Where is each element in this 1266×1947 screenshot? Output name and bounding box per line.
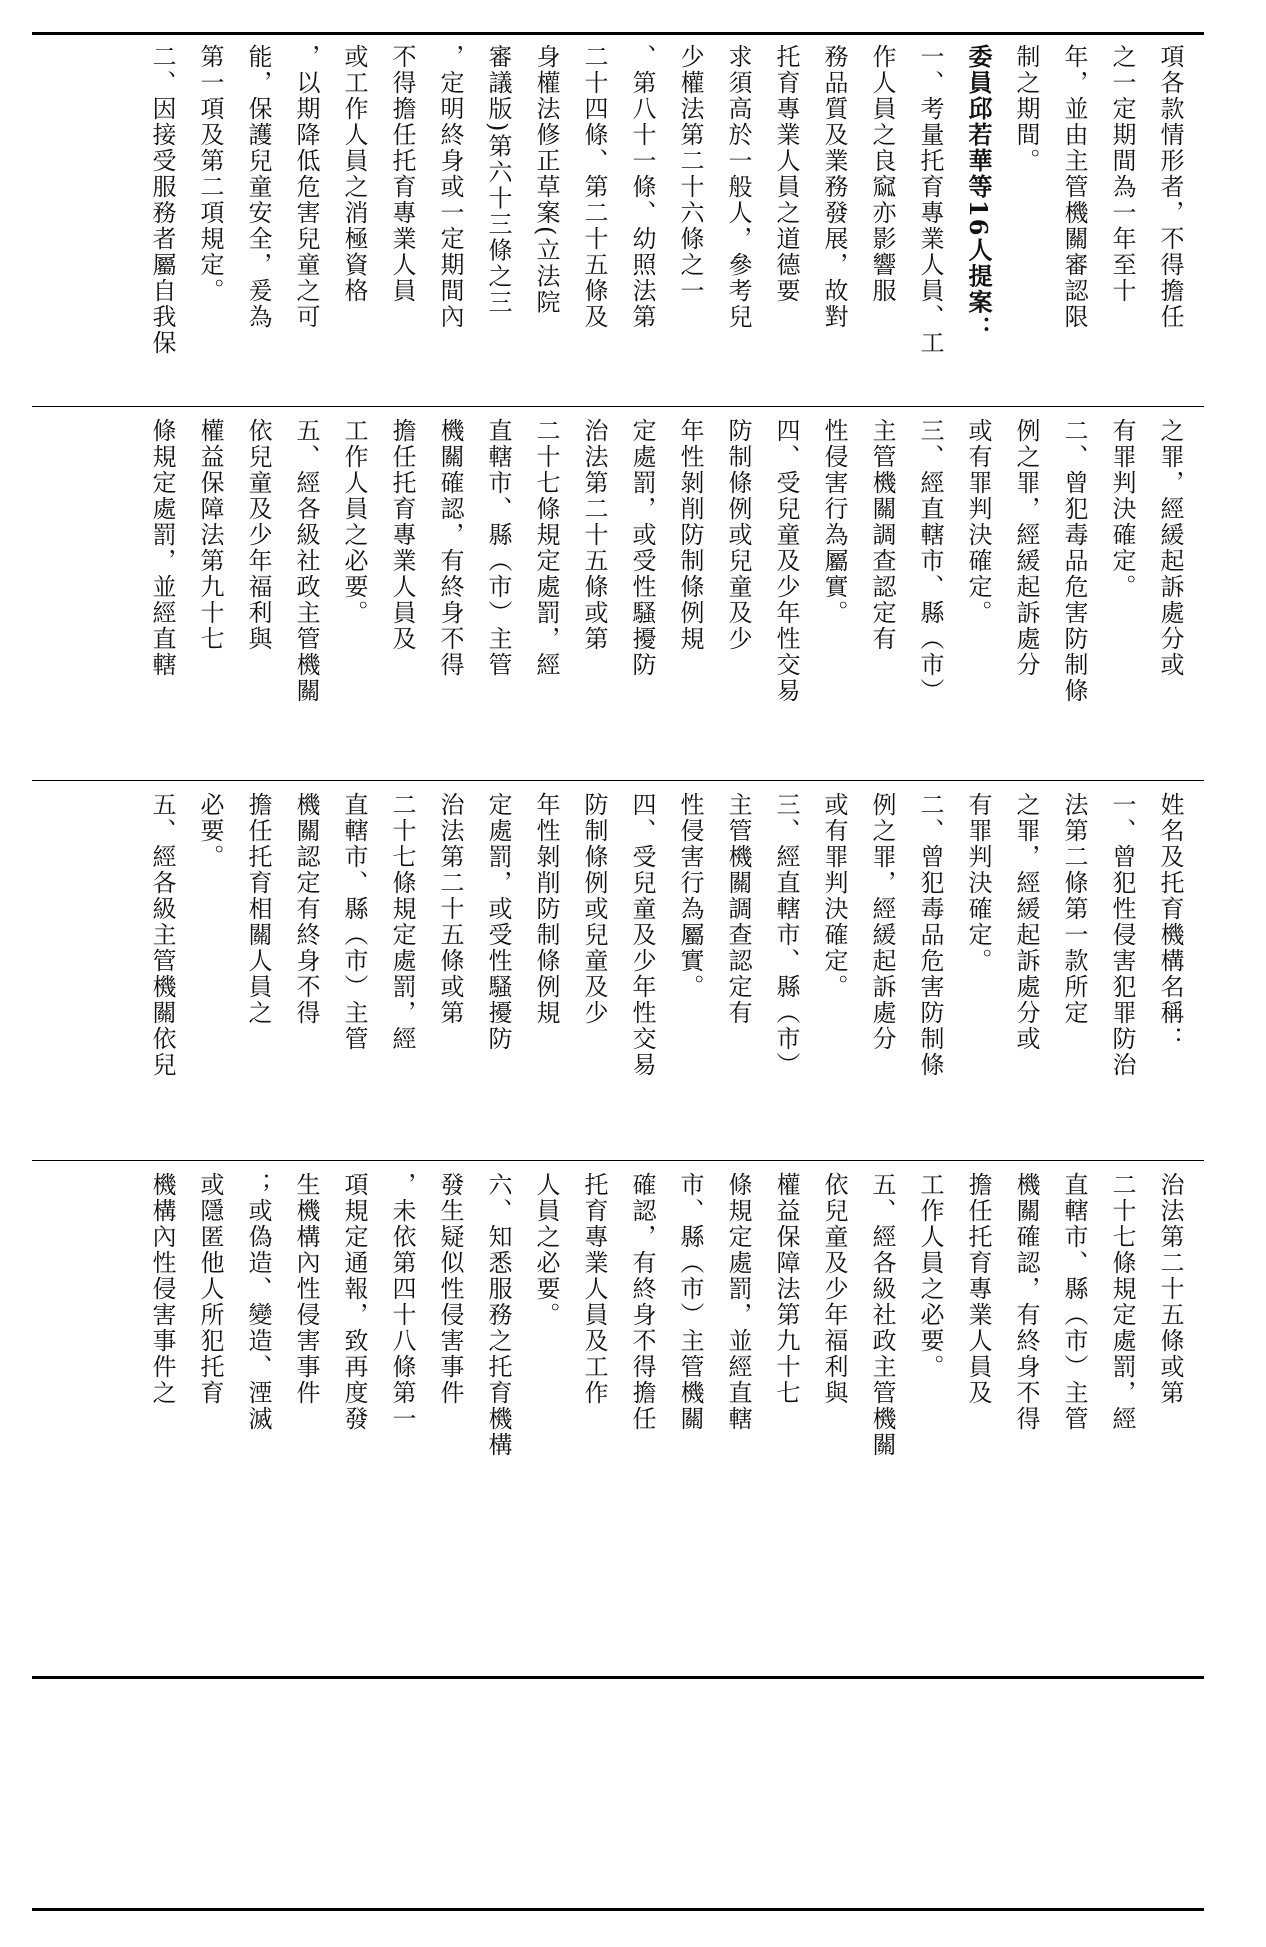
text-line: 年，並由主管機關審認限	[1060, 44, 1088, 330]
text-line: 務品質及業務發展，故對	[820, 44, 848, 330]
text-line: 二十七條規定處罰，經	[1108, 1172, 1136, 1432]
text-line: 定處罰，或受性騷擾防	[628, 418, 656, 678]
text-line: 有罪判決確定。	[964, 792, 992, 974]
text-line: 托育專業人員及工作	[580, 1172, 608, 1406]
text-line: 二十四條、第二十五條及	[580, 44, 608, 330]
text-line: 二、因接受服務者屬自我保	[148, 44, 176, 356]
third-row-cell	[44, 792, 1194, 1154]
text-line: 六、知悉服務之托育機構	[484, 1172, 512, 1458]
text-line: 法第二條第一款所定	[1060, 792, 1088, 1026]
text-line: 依兒童及少年福利與	[244, 418, 272, 652]
text-line: 二十七條規定處罰，經	[388, 792, 416, 1052]
text-line: ，未依第四十八條第一	[388, 1172, 416, 1432]
text-line: 機關確認，有終身不得	[1012, 1172, 1040, 1432]
text-line: 防制條例或兒童及少	[580, 792, 608, 1026]
text-line: 之一定期間為一年至十	[1108, 44, 1136, 304]
text-line: 例之罪，經緩起訴處分	[868, 792, 896, 1052]
text-line: 求須高於一般人，參考兒	[724, 44, 752, 330]
text-line: 有罪判決確定。	[1108, 418, 1136, 600]
text-line: 年性剝削防制條例規	[676, 418, 704, 652]
bottom-rule	[32, 1908, 1204, 1911]
text-line: 擔任托育專業人員及	[388, 418, 416, 652]
text-line: 審議版)第六十三條之三	[484, 44, 512, 316]
text-line: 第一項及第二項規定。	[196, 44, 224, 304]
top-rule	[32, 32, 1204, 35]
text-line: 四、受兒童及少年性交易	[772, 418, 800, 704]
text-line: 少權法第二十六條之一	[676, 44, 704, 304]
text-line: 治法第二十五條或第	[580, 418, 608, 652]
text-line: 直轄市、縣（市）主管	[484, 418, 512, 678]
text-line: ；或偽造、變造、湮滅	[244, 1172, 272, 1432]
band-divider	[32, 1160, 1204, 1161]
text-line: 工作人員之必要。	[916, 1172, 944, 1380]
text-line: ，定明終身或一定期間內	[436, 44, 464, 330]
text-line: 制之期間。	[1012, 44, 1040, 174]
text-line: 之罪，經緩起訴處分或	[1012, 792, 1040, 1052]
text-line: 條規定處罰，並經直轄	[148, 418, 176, 678]
text-line: 四、受兒童及少年性交易	[628, 792, 656, 1078]
text-line: 權益保障法第九十七	[196, 418, 224, 652]
text-line: 生機構內性侵害事件	[292, 1172, 320, 1406]
text-line: 委員邱若華等16人提案：	[964, 44, 993, 342]
middle-rule	[32, 1676, 1204, 1679]
text-line: 、第八十一條、幼照法第	[628, 44, 656, 330]
text-line: 權益保障法第九十七	[772, 1172, 800, 1406]
text-line: 五、經各級社政主管機關	[292, 418, 320, 704]
text-line: 能，保護兒童安全，爰為	[244, 44, 272, 330]
text-line: 項各款情形者，不得擔任	[1156, 44, 1184, 330]
text-line: 防制條例或兒童及少	[724, 418, 752, 652]
text-line: 治法第二十五條或第	[1156, 1172, 1184, 1406]
text-line: 性侵害行為屬實。	[676, 792, 704, 1000]
text-line: 或有罪判決確定。	[964, 418, 992, 626]
text-line: 例之罪，經緩起訴處分	[1012, 418, 1040, 678]
text-line: 機關確認，有終身不得	[436, 418, 464, 678]
text-line: 定處罰，或受性騷擾防	[484, 792, 512, 1052]
text-line: 或有罪判決確定。	[820, 792, 848, 1000]
text-line: 人員之必要。	[532, 1172, 560, 1328]
text-line: 身權法修正草案(立法院	[532, 44, 560, 316]
text-line: 二十七條規定處罰，經	[532, 418, 560, 678]
text-line: 三、經直轄市、縣（市）	[916, 418, 944, 704]
text-line: 發生疑似性侵害事件	[436, 1172, 464, 1406]
text-line: 二、曾犯毒品危害防制條	[1060, 418, 1088, 704]
text-line: 主管機關調查認定有	[868, 418, 896, 652]
text-line: 條規定處罰，並經直轄	[724, 1172, 752, 1432]
text-line: 五、經各級主管機關依兒	[148, 792, 176, 1078]
text-line: 擔任托育專業人員及	[964, 1172, 992, 1406]
text-line: 機關認定有終身不得	[292, 792, 320, 1026]
top-right-cell	[44, 44, 1194, 400]
text-line: 擔任托育相關人員之	[244, 792, 272, 1026]
text-line: 不得擔任托育專業人員	[388, 44, 416, 304]
text-line: 直轄市、縣（市）主管	[1060, 1172, 1088, 1432]
text-line: 主管機關調查認定有	[724, 792, 752, 1026]
text-line: 托育專業人員之道德要	[772, 44, 800, 304]
text-line: 確認，有終身不得擔任	[628, 1172, 656, 1432]
text-line: 工作人員之必要。	[340, 418, 368, 626]
band-divider	[32, 780, 1204, 781]
text-line: 年性剝削防制條例規	[532, 792, 560, 1026]
text-line: 三、經直轄市、縣（市）	[772, 792, 800, 1078]
text-line: 或工作人員之消極資格	[340, 44, 368, 304]
text-line: 或隱匿他人所犯托育	[196, 1172, 224, 1406]
text-line: 二、曾犯毒品危害防制條	[916, 792, 944, 1078]
text-line: 之罪，經緩起訴處分或	[1156, 418, 1184, 678]
text-line: 治法第二十五條或第	[436, 792, 464, 1026]
text-line: 作人員之良窳亦影響服	[868, 44, 896, 304]
text-line: 性侵害行為屬實。	[820, 418, 848, 626]
text-line: 一、曾犯性侵害犯罪防治	[1108, 792, 1136, 1078]
text-line: 依兒童及少年福利與	[820, 1172, 848, 1406]
text-line: 一、考量托育專業人員、工	[916, 44, 944, 356]
text-line: 直轄市、縣（市）主管	[340, 792, 368, 1052]
text-line: 項規定通報，致再度發	[340, 1172, 368, 1432]
text-line: 必要。	[196, 792, 224, 870]
band-divider	[32, 406, 1204, 407]
text-line: 市、縣（市）主管機關	[676, 1172, 704, 1432]
text-line: 五、經各級社政主管機關	[868, 1172, 896, 1458]
text-line: 機構內性侵害事件之	[148, 1172, 176, 1406]
text-line: ，以期降低危害兒童之可	[292, 44, 320, 330]
fourth-row-cell	[44, 1172, 1194, 1668]
text-line: 姓名及托育機構名稱：	[1156, 792, 1184, 1052]
second-row-cell	[44, 418, 1194, 774]
